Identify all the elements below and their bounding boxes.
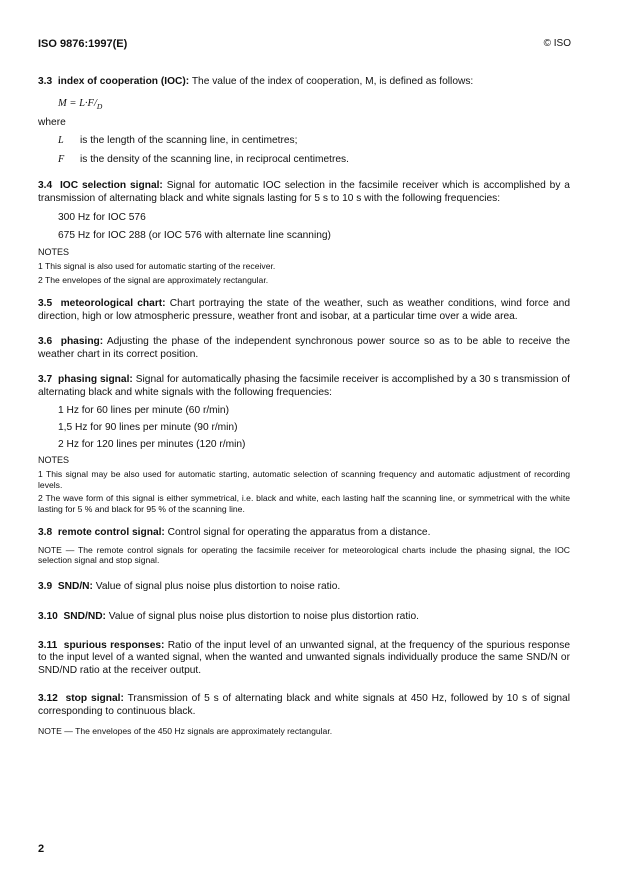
section-term: phasing signal: (58, 374, 133, 386)
section-number: 3.8 (38, 527, 53, 539)
section-term: stop signal: (65, 693, 124, 705)
section-text: Ratio of the input level of an unwanted signal, at the frequency of the spurious response to the input level of a wanted signal, when the wanted and unwanted signals individually produce the same SND/N or SND/ND ratio at the receiver output. (38, 639, 570, 676)
definition-l (38, 134, 570, 147)
definition-f (38, 153, 570, 166)
section-term: spurious responses: (63, 639, 165, 651)
note-item: 2 The wave form of this signal is either symmetrical, i.e. black and white, each lasting half the scanning line, or symmetrical with the white lasting for 5 % and black for 95 % of the scanning line. (38, 493, 570, 514)
section-text: Adjusting the phase of the independent synchronous power source so as to be able to receive the weather chart in its correct position. (38, 336, 570, 360)
section-number: 3.6 (38, 336, 53, 348)
section-number: 3.4 (38, 180, 53, 192)
section-3-10 (38, 611, 570, 624)
section-number: 3.9 (38, 580, 53, 592)
section-number: 3.5 (38, 298, 53, 310)
frequency-item: 1 Hz for 60 lines per minute (60 r/min) (58, 405, 229, 417)
notes-heading: NOTES (38, 247, 70, 258)
section-term: phasing: (60, 336, 104, 348)
section-term: IOC selection signal: (59, 180, 163, 192)
section-text: Value of signal plus noise plus distortion to noise ratio. (95, 580, 341, 592)
section-text: Control signal for operating the apparatus from a distance. (167, 527, 431, 539)
section-3-9 (38, 581, 570, 594)
section-number: 3.11 (38, 639, 58, 651)
section-3-3 (38, 76, 570, 89)
symbol: F (58, 154, 65, 166)
standard-id: ISO 9876:1997(E) (38, 38, 128, 50)
symbol: L (58, 135, 64, 147)
note-item: 2 The envelopes of the signal are approximately rectangular. (38, 274, 269, 285)
section-note: NOTE — The remote control signals for operating the facsimile receiver for meteorological charts include the phasing signal, the IOC selection signal and stop signal. (38, 544, 570, 566)
note-item: 1 This signal is also used for automatic starting of the receiver. (38, 261, 276, 272)
section-number: 3.3 (38, 76, 53, 87)
section-text: Chart portraying the state of the weather, such as weather conditions, wind force and direction, high or low atmospheric pressure, weather front and isobar, at a particular time over a wide area. (38, 298, 570, 322)
notes-heading: NOTES (38, 455, 70, 466)
section-3-4 (38, 180, 570, 205)
section-text: Signal for automatic IOC selection in the facsimile receiver which is accomplished by a transmission of alternating black and white signals lasting for 5 s to 10 s with the following frequencies: (38, 180, 570, 204)
section-term: SND/N: (57, 580, 93, 592)
section-term: meteorological chart: (60, 298, 166, 310)
copyright-mark: © ISO (543, 38, 571, 49)
section-term: SND/ND: (63, 611, 106, 623)
section-3-7 (38, 374, 570, 399)
section-text: Signal for automatically phasing the facsimile receiver is accomplished by a 30 s transmission of alternating black and white signals with the following frequencies: (38, 374, 570, 398)
note-item: 1 This signal may be also used for automatic starting, automatic selection of scanning frequency and automatic adjustment of recording levels. (38, 469, 570, 490)
ioc-formula: $M = L\cdot F/_D$ (58, 97, 103, 111)
section-number: 3.7 (38, 374, 53, 386)
section-text: Transmission of 5 s of alternating black and white signals at 450 Hz, followed by 10 s of signal corresponding to continuous black. (38, 693, 570, 717)
definition-text: is the density of the scanning line, in reciprocal centimetres. (80, 154, 349, 166)
section-text: The value of the index of cooperation, M, is defined as follows: (191, 76, 474, 87)
section-number: 3.12 (38, 693, 58, 705)
frequency-item: 675 Hz for IOC 288 (or IOC 576 with alternate line scanning) (58, 230, 331, 242)
frequency-item: 300 Hz for IOC 576 (58, 212, 146, 224)
frequency-item: 2 Hz for 120 lines per minutes (120 r/min) (58, 439, 246, 451)
definition-text: is the length of the scanning line, in centimetres; (80, 135, 298, 147)
page-number: 2 (38, 843, 45, 855)
section-3-12 (38, 693, 570, 718)
section-3-8 (38, 527, 570, 540)
section-text: Value of signal plus noise plus distortion to noise plus distortion ratio. (108, 611, 419, 623)
section-3-11 (38, 640, 570, 678)
section-term: remote control signal: (57, 527, 165, 539)
where-label: where (38, 116, 66, 128)
section-3-5 (38, 298, 570, 323)
section-3-6 (38, 336, 570, 361)
section-note: NOTE — The envelopes of the 450 Hz signals are approximately rectangular. (38, 726, 333, 737)
document-body (38, 76, 570, 737)
section-term: index of cooperation (IOC): (57, 76, 190, 87)
frequency-item: 1,5 Hz for 90 lines per minute (90 r/min) (58, 422, 238, 434)
section-number: 3.10 (38, 611, 58, 623)
